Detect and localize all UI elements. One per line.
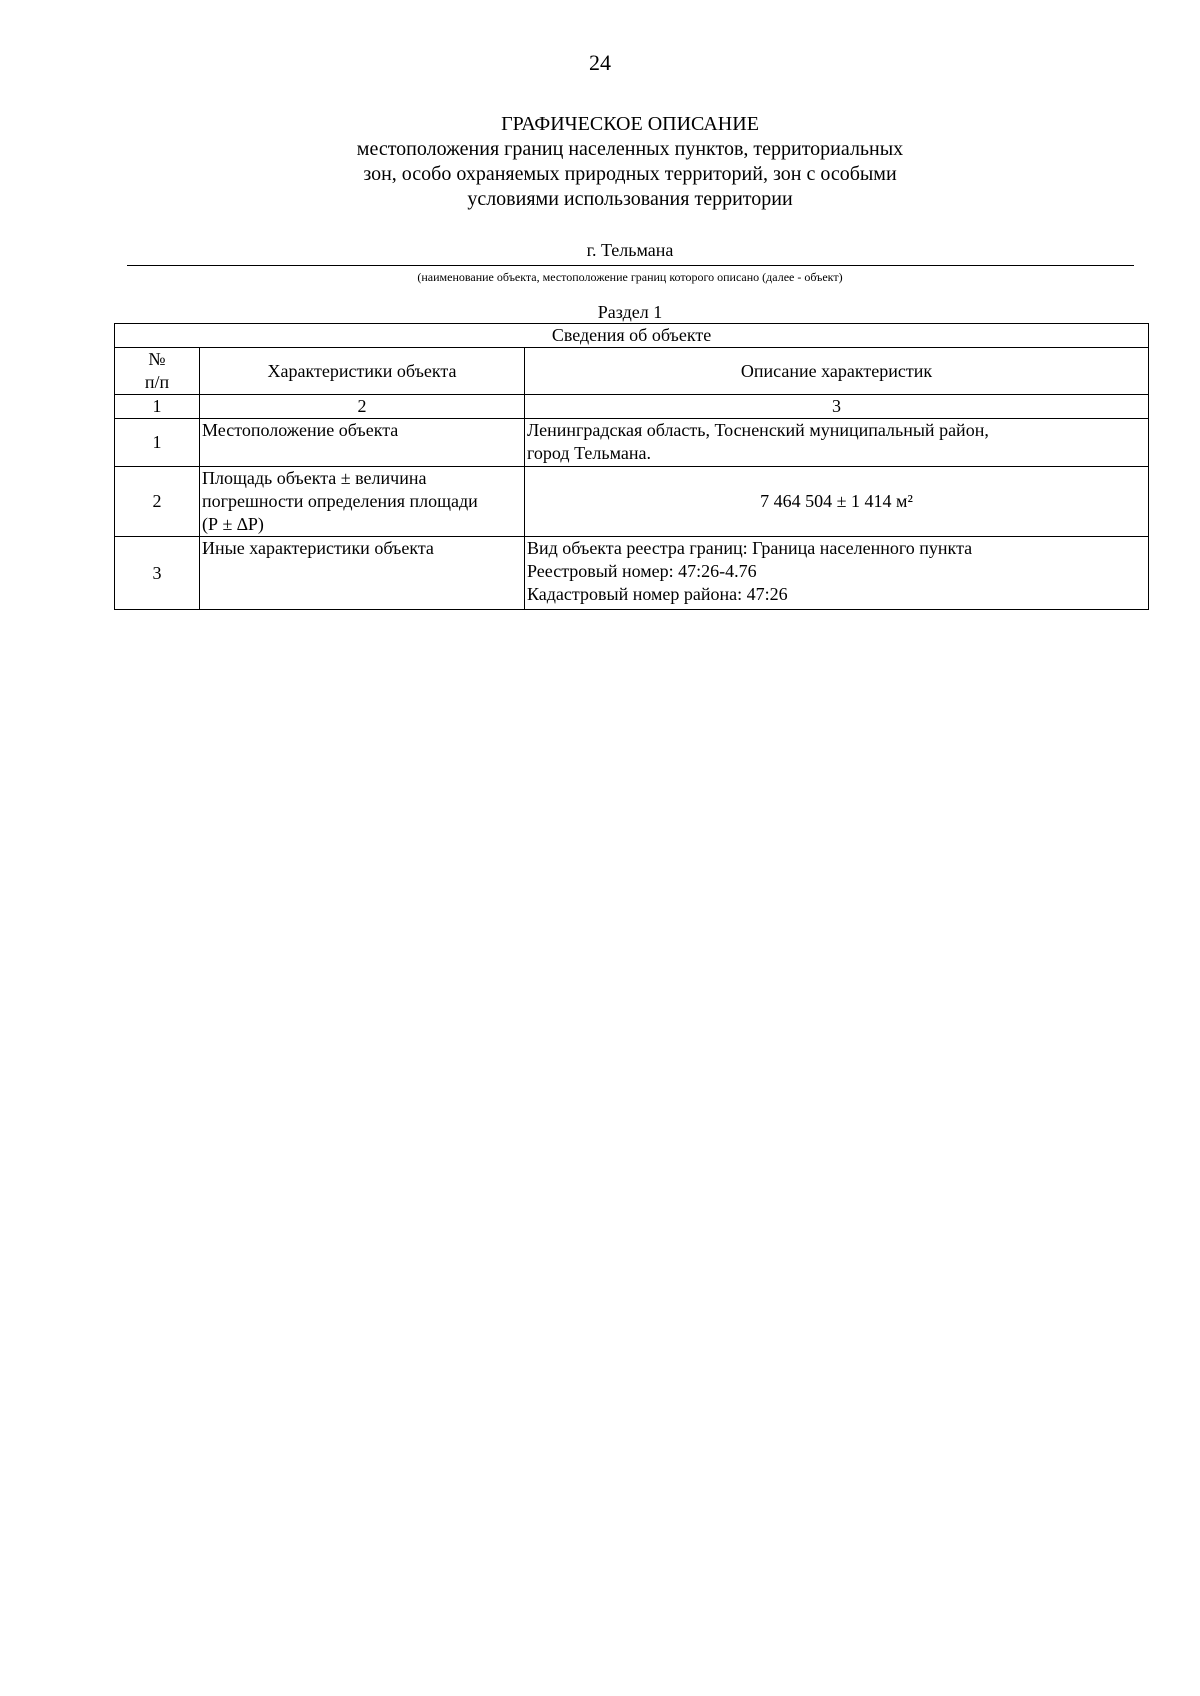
row-description-line: Реестровый номер: 47:26-4.76 — [527, 561, 757, 581]
header-characteristics: Характеристики объекта — [200, 348, 525, 395]
row-characteristic — [200, 467, 525, 537]
row-description-line: 7 464 504 ± 1 414 м² — [760, 491, 913, 511]
column-number: 2 — [200, 395, 525, 419]
row-characteristic — [200, 419, 525, 467]
title-line-1: ГРАФИЧЕСКОЕ ОПИСАНИЕ — [501, 113, 759, 135]
title-line-3: зон, особо охраняемых природных территорий, зон с особыми — [363, 163, 897, 185]
row-characteristic-line: погрешности определения площади — [202, 491, 478, 511]
row-number: 1 — [115, 419, 200, 467]
header-description: Описание характеристик — [525, 348, 1149, 395]
row-number: 3 — [115, 537, 200, 610]
header-num — [115, 348, 200, 395]
object-name-underline — [127, 265, 1134, 266]
section-label: Раздел 1 — [597, 302, 663, 322]
row-description-line: Вид объекта реестра границ: Граница населенного пункта — [527, 538, 973, 558]
row-description-line: Кадастровый номер района: 47:26 — [527, 584, 788, 604]
header-num-line-2: п/п — [144, 372, 170, 392]
column-number: 3 — [525, 395, 1149, 419]
table-row — [115, 537, 1149, 610]
object-info-table — [114, 323, 1149, 610]
title-line-4: условиями использования территории — [467, 188, 793, 210]
row-description — [525, 419, 1149, 467]
document-title — [0, 112, 1200, 212]
row-characteristic-line: Местоположение объекта — [202, 420, 399, 440]
header-num-line-1: № — [148, 349, 166, 369]
table-row — [115, 419, 1149, 467]
page-number: 24 — [589, 50, 611, 75]
row-description — [525, 537, 1149, 610]
row-description — [525, 467, 1149, 537]
row-description-line: город Тельмана. — [527, 443, 651, 463]
title-line-2: местоположения границ населенных пунктов, территориальных — [356, 138, 904, 160]
row-characteristic — [200, 537, 525, 610]
row-description-line: Ленинградская область, Тосненский муниципальный район, — [527, 420, 989, 440]
table-row — [115, 467, 1149, 537]
row-characteristic-line: Иные характеристики объекта — [202, 538, 434, 558]
table-caption: Сведения об объекте — [115, 324, 1149, 348]
object-name-hint: (наименование объекта, местоположение границ которого описано (далее - объект) — [417, 270, 843, 284]
column-number: 1 — [115, 395, 200, 419]
row-characteristic-line: Площадь объекта ± величина — [202, 468, 427, 488]
row-number: 2 — [115, 467, 200, 537]
object-name: г. Тельмана — [586, 240, 674, 260]
row-characteristic-line: (Р ± ∆Р) — [202, 514, 264, 534]
